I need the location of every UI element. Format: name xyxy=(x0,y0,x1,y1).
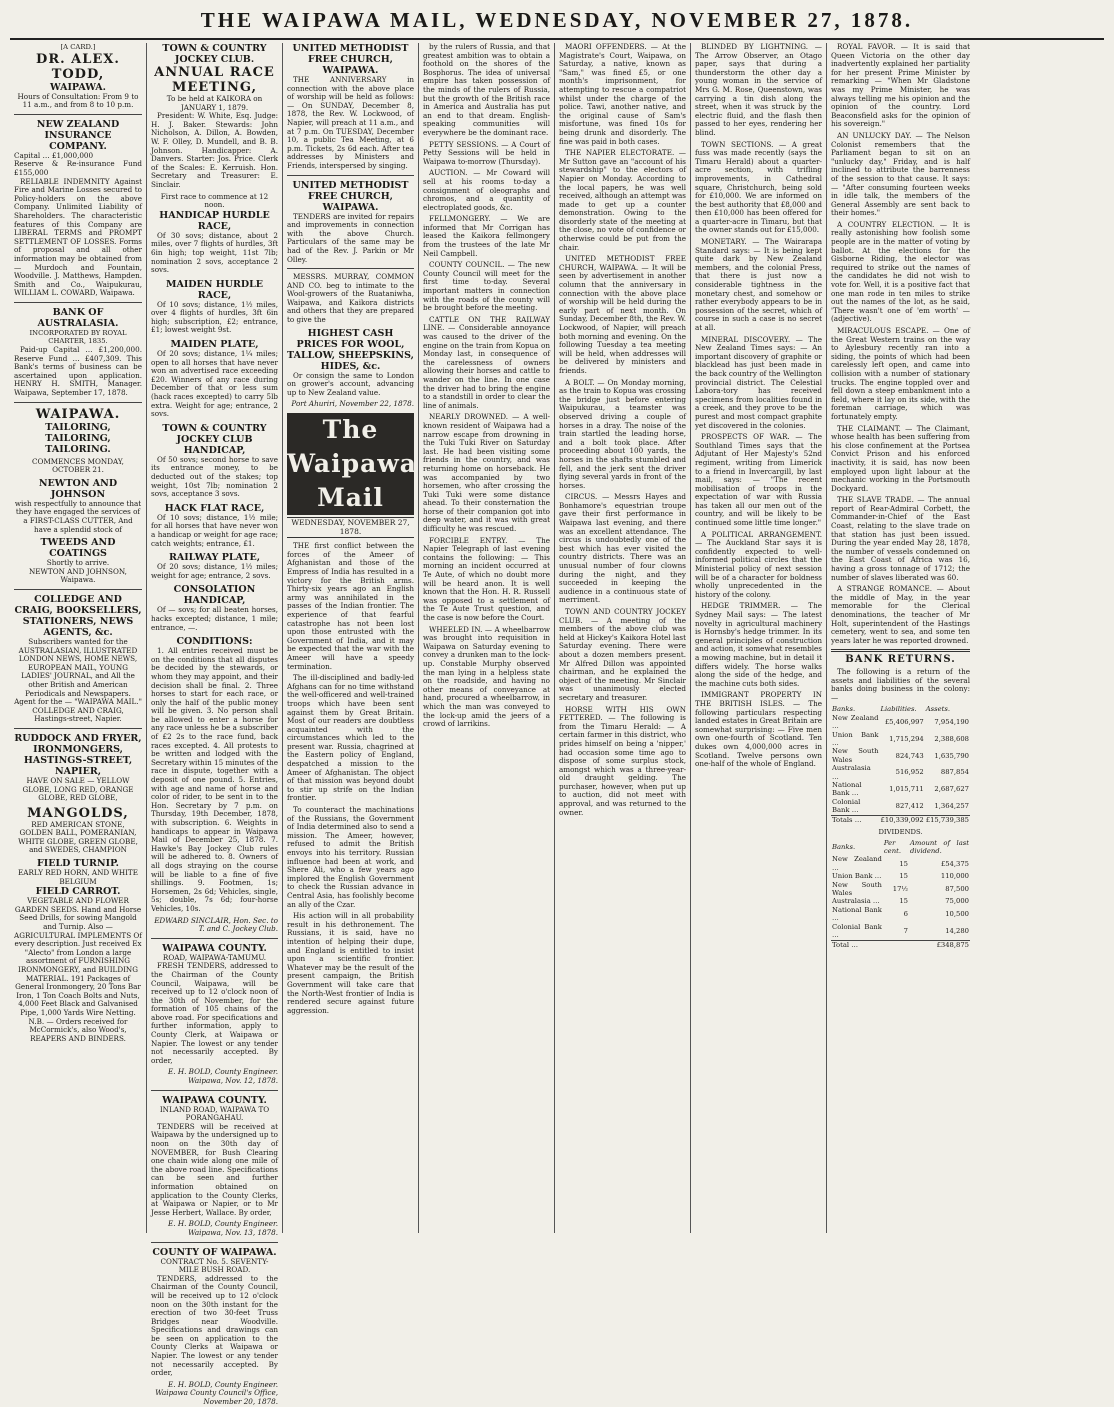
waipawa-heading: WAIPAWA. xyxy=(35,406,121,422)
editorial-para: The ill-disciplined and badly-led Afghans can for no time withstand the well-officered and well-trained troops which have been sent against them by Great Britain. Most of our readers are doubtless acquainted with the circumstances which led to the present war. Russia, chagrined at the Eastern policy of England, despatched a mission to the Ameer of Afghanistan. The object of that mission was beyond doubt to stir up strife on the Indian frontier. xyxy=(287,673,414,803)
news-para: FELLMONGERY. — We are informed that Mr Corrigan has leased the Kaikora fellmongery from the trustees of the late Mr Neil Campbell. xyxy=(423,214,550,258)
ruddock-title: RUDDOCK AND FRYER, IRONMONGERS, HASTINGS-STREET, NAPIER, xyxy=(14,732,142,777)
bank-name: New South Wales xyxy=(832,880,882,898)
assets: 1,635,790 xyxy=(934,751,969,760)
church-title: UNITED METHODIST FREE CHURCH, WAIPAWA. xyxy=(292,43,409,76)
bank-name: Colonial Bank … xyxy=(832,922,882,940)
bank-name: New South Wales xyxy=(832,747,879,764)
total-assets: £15,739,385 xyxy=(925,815,969,824)
divider xyxy=(831,649,970,652)
header-cell: Liabilities. xyxy=(880,705,917,714)
masthead: THE WAIPAWA MAIL, WEDNESDAY, NOVEMBER 27, 1878. xyxy=(10,6,1104,40)
card-tag: [A CARD.] xyxy=(60,43,96,51)
assets: 1,364,257 xyxy=(934,802,969,811)
header-cell: Banks. xyxy=(832,842,856,851)
ruddock-body: HAVE ON SALE — YELLOW GLOBE, LONG RED, ORANGE GLOBE, RED GLOBE, xyxy=(22,775,134,803)
per-cent: 15 xyxy=(899,872,908,881)
conditions-body: 1. All entries received must be on the conditions that all disputes be decided by the stewards, or whom they may appoint, and their decision shall be final. 2. Three horses to start for each race, or only the half of the public money will be given. 3. No person shall be allowed to enter a horse for any race unless he be a subscriber of £2 2s to the race fund, back races excepted. 4. All protests to be written and lodged with the Secretary within 15 minutes of the race in dispute, together with a deposit of one pound. 5. Entries, with age and name of horse and color of rider, to be sent in to the Hon. Secretary by 7 p.m. on Thursday, 19th December, 1878, with subscription. 6. Weights in handicaps to appear in Waipawa Mail of December 25, 1878. 7. Hawke's Bay Jockey Club rules will be adhered to. 8. Owners of all dogs straying on the course will be liable to a fine of five shillings. 9. Footmen, 1s; Horsemen, 2s 6d; Vehicles, single, 5s; double, 7s 6d; four-horse Vehicles, 10s. xyxy=(151,646,278,913)
newspaper-flag: The Waipawa Mail xyxy=(287,413,414,515)
race-item xyxy=(151,279,278,335)
news-para: AN UNLUCKY DAY. — The Nelson Colonist remembers that the Parliament began to sit on an "unlucky day," Friday, and is half inclined to attribute the barrenness of the session to that cause. It says: — "After consuming fourteen weeks in idle talk, the members of the General Assembly are sent back to their homes." xyxy=(831,130,970,218)
field-carrot: FIELD CARROT. xyxy=(35,886,121,898)
race-text: Of 10 sovs; distance, 1½ mile; for all horses that have never won a handicap or weight for age race; catch weights; entrance, £1. xyxy=(151,512,278,548)
table-row xyxy=(831,747,970,764)
table-row xyxy=(831,881,970,898)
bank-body: Paid-up Capital … £1,200,000. Reserve Fund … £407,309. This Bank's terms of business can be ascertained upon application. HENRY H. SMITH, Manager. Waipawa, September 17, 1878. xyxy=(14,345,142,398)
assets: 7,954,190 xyxy=(934,717,969,726)
table-row xyxy=(831,798,970,815)
race-name: CONSOLATION HANDICAP, xyxy=(173,584,256,607)
ruddock-body-2: RED AMERICAN STONE, GOLDEN BALL, POMERANIAN, WHITE GLOBE, GREEN GLOBE, and SWEDES, CHAMPION xyxy=(18,819,138,855)
table-row xyxy=(831,897,970,905)
todd-title: DR. ALEX. TODD, xyxy=(36,51,120,82)
divider xyxy=(287,175,414,176)
inland-body: TENDERS will be received at Waipawa by the undersigned up to noon on the 30th day of NOVEMBER, for Bush Clearing one chain wide along one mile of the above road line. Specifications can be seen and further information obtained on application to the County Clerks, at Waipawa or Napier, or to Mr Jesse Herbert, Wallace. By order, xyxy=(151,1121,278,1217)
column-7 xyxy=(826,43,974,1233)
column-5 xyxy=(554,43,690,1233)
news-para: A POLITICAL ARRANGEMENT. — The Auckland Star says it is confidently expected to well-informed political circles that the Ministerial policy of next session will be of a character for boldness wholly unprecedented in the history of the colony. xyxy=(695,529,822,599)
news-para: CIRCUS. — Messrs Hayes and Bonhamore's equestrian troupe gave their first performance in Waipawa last evening, and there was an excellent attendance. The circus is undoubtedly one of the best which has ever visited the country districts. There was an unusual number of four clowns during the night, and they succeeded in keeping the audience in a continuous state of merriment. xyxy=(559,492,686,605)
insurance-capital: Capital … £1,000,000 xyxy=(14,150,94,160)
dividend-amount: 75,000 xyxy=(945,897,969,906)
race-name: HACK FLAT RACE, xyxy=(164,502,265,514)
columns xyxy=(10,42,1104,1407)
news-para: THE CLAIMANT. — The Claimant, whose health has been suffering from his close confinement at the Portsea Convict Prison and his enforced inactivity, it is said, has now been employed upon light labour at the mechanic working in the Portsmouth Dockyard. xyxy=(831,423,970,493)
bank-name: Union Bank … xyxy=(832,872,882,881)
race-text: Of 10 sovs; distance, 1½ miles, over 4 flights of hurdles, 3ft 6in high; subscription, £2; entrance, £1; lowest weight 9st. xyxy=(151,299,278,335)
table-row xyxy=(831,872,970,880)
race-officers: President: W. White, Esq. Judge: H. J. Baker. Stewards: John Nicholson, A. Dillon, A. Bowden, W. F. Olley, D. Mundell, and B. B. Johnson. Handicapper: A. Danvers. Starter: Jos. Price. Clerk of the Scales: E. Kerruish. Hon. Secretary and Treasurer: E. Sinclair. xyxy=(151,111,278,189)
news-para: HEDGE TRIMMER. — The Sydney Mail says: — The latest novelty in agricultural machinery is Hornsby's hedge trimmer. In its general principles of construction and action, it somewhat resembles a mowing machine, but in detail it differs widely. The horse walks along the side of the hedge, and the machine cuts both sides. xyxy=(695,601,822,688)
assets: 2,687,627 xyxy=(934,785,969,794)
tailoring-2: TAILORING, xyxy=(45,432,111,444)
race-name: RAILWAY PLATE, xyxy=(168,552,261,564)
header-cell: Per cent. xyxy=(883,838,901,856)
race-text: Of 30 sovs; distance, about 2 miles, over 7 flights of hurdles, 3ft 6in high; top weight, 11st 7lb; nomination 2 sovs, acceptance 2 sovs. xyxy=(151,230,278,275)
table-row xyxy=(831,855,970,872)
total-dividend: £348,875 xyxy=(909,940,970,949)
column-2 xyxy=(146,43,282,1407)
bank-returns-intro: The following is a return of the assets and liabilities of the several banks doing business in the colony: — xyxy=(831,666,970,702)
news-para: CATTLE ON THE RAILWAY LINE. — Considerable annoyance was caused to the driver of the engine on the train from Kopua on Monday last, in consequence of the carelessness of owners allowing their horses and cattle to wander on the line. In one case the driver had to bring the engine to a standstill in order to clear the line of animals. xyxy=(423,314,550,410)
per-cent: 15 xyxy=(899,859,908,868)
todd-hours: Hours of Consultation: From 9 to 11 a.m., and from 8 to 10 p.m. xyxy=(17,91,139,110)
news-para: TOWN AND COUNTRY JOCKEY CLUB. — A meeting of the members of the above club was held at Hickey's Kaikora Hotel last Saturday evening. There were about a dozen members present. Mr Alfred Dillon was appointed chairman, and he explained the object of the meeting. Mr Sinclair was unanimously elected secretary and treasurer. xyxy=(559,607,686,702)
news-para: A BOLT. — On Monday morning, as the train to Kopua was crossing the bridge just before entering Waipukurau, a teamster was observed driving a couple of horses in a dray. The noise of the train startled the leading horse, and a bolt took place. After proceeding about 100 yards, the horses in the shafts stumbled and fell, and the jerk sent the driver flying several yards in front of the horses. xyxy=(559,377,686,490)
race-item xyxy=(151,210,278,275)
news-para: HORSE WITH HIS OWN FETTERED. — The following is from the Timaru Herald: — A certain farmer in this district, who prides himself on being a 'nipper,' had occasion some time ago to dispose of some surplus stock, amongst which was a three-year-old draught gelding. The purchaser, however, when put up to auction, did not meet with approval, and was returned to the owner. xyxy=(559,704,686,817)
race-name: HANDICAP HURDLE RACE, xyxy=(159,209,270,232)
news-para: WHEELED IN. — A wheelbarrow was brought into requisition in Waipawa on Saturday evening to convey a drunken man to the lock-up. Constable Murphy observed the man lying in a helpless state on the roadside, and having no other means of conveyance at hand, procured a wheelbarrow, in which the man was conveyed to the lock-up amid the jeers of a crowd of larrikins. xyxy=(423,624,550,729)
assets: 887,854 xyxy=(940,768,969,777)
header-cell: Amount of last dividend. xyxy=(910,838,969,856)
table-row xyxy=(831,781,970,798)
colledge-body: Subscribers wanted for the AUSTRALASIAN, ILLUSTRATED LONDON NEWS, HOME NEWS, EUROPEAN MAIL, YOUNG LADIES' JOURNAL, and All the other British and American Periodicals and Newspapers. Agent for the — "WAIPAWA MAIL." COLLEDGE AND CRAIG, Hastings-street, Napier. xyxy=(14,636,142,724)
news-para: TOWN SECTIONS. — A great fuss was made recently (says the Timaru Herald) about a quarter-acre section, with trifling improvements, in Cathedral square, Christchurch, being sold for £10,000. We are informed on the best authority that £8,000 and then £10,000 has been offered for a quarter-acre in Timaru, but that the owner stands out for £15,000. xyxy=(695,139,822,235)
tailoring-3: TAILORING. xyxy=(45,443,111,455)
dividend-amount: 110,000 xyxy=(940,872,969,881)
liabilities: 1,015,711 xyxy=(889,785,924,794)
news-para: COUNTY COUNCIL. — The new County Council will meet for the first time to-day. Several important matters in connection with the roads of the county will be brought before the meeting. xyxy=(423,260,550,313)
club-title: TOWN & COUNTRY JOCKEY CLUB. xyxy=(162,43,267,65)
total-label: Total … xyxy=(831,940,883,949)
bank-name: New Zealand … xyxy=(832,855,882,872)
insurance-title: NEW ZEALAND INSURANCE COMPANY. xyxy=(36,118,120,152)
column-3 xyxy=(282,43,418,1233)
editorial-para: To counteract the machinations of the Russians, the Government of India determined also to send a mission. The Ameer, however, refused to admit the British envoys into his territory. Russian influence had been at work, and Shere Ali, who a few years ago implored the English Government to check the Russian advance in Central Asia, has foolishly become an ally of the Czar. xyxy=(287,805,414,909)
news-para: A STRANGE ROMANCE. — About the middle of May, in the year memorable for the Clerical denominations, the teacher of Mr Holt, superintendent of the Hastings cemetery, went to sea, and some ten years later he was reported drowned. xyxy=(831,584,970,645)
inland-sig: E. H. BOLD, County Engineer. Waipawa, Nov. 13, 1878. xyxy=(168,1219,278,1237)
murray-sig: Port Ahuriri, November 22, 1878. xyxy=(291,399,414,409)
ruddock-body-3: VEGETABLE AND FLOWER GARDEN SEEDS. Hand and Horse Seed Drills, for sowing Mangold and Turnip. Also — AGRICULTURAL IMPLEMENTS Of every description. Just received Ex "Alecto" from London a large assortment of FURNISHING IRONMONGERY, and BUILDING MATERIAL. 191 Packages of General Ironmongery, 20 Tons Bar Iron, 1 Ton Coach Bolts and Nuts, 4,000 Feet Black and Galvanised Pipe, 1,000 Yards Wire Netting. N.B. — Orders received for McCormick's, also Wood's, REAPERS AND BINDERS. xyxy=(14,896,142,1043)
race-name: MAIDEN HURDLE RACE, xyxy=(165,278,264,301)
newton-body: wish respectfully to announce that they have engaged the services of a FIRST-CLASS CUTTER, And have a splendid stock of xyxy=(14,498,142,534)
table-row xyxy=(831,731,970,748)
murray-body: MESSRS. MURRAY, COMMON AND CO. beg to intimate to the Wool-growers of the Ruataniwha, Waipawa, and Kaikora districts and others that they are prepared to give the xyxy=(287,272,414,325)
liabilities: 824,743 xyxy=(895,751,924,760)
race-text: Of 20 sovs; distance, 1¼ miles; open to all horses that have never won an advertised race exceeding £20. Winners of any race during December of that or less sum (hack races excepted) to carry 5lb extra. Weight for age; entrance, 2 sovs. xyxy=(151,349,278,419)
bank-returns-title: BANK RETURNS. xyxy=(845,654,956,666)
news-para: PROSPECTS OF WAR. — The Southland Times says that the Adjutant of Her Majesty's 52nd regiment, writing from Limerick to a friend in Invercargill, by last mail, says: — "The recent mobilisation of troops in the expectation of war with Russia has taken all our men out of the country, and will be likely to be continued some little time longer." xyxy=(695,432,822,528)
divider xyxy=(14,302,142,303)
bank-returns-table xyxy=(831,705,970,824)
divider xyxy=(14,589,142,590)
road-title: ROAD, WAIPAWA-TAMUMU. xyxy=(162,952,267,962)
tailoring-1: TAILORING, xyxy=(45,421,111,433)
divider xyxy=(151,1090,278,1091)
race-text: Of 20 sovs; distance, 1½ miles; weight for age; entrance, 2 sovs. xyxy=(151,562,278,580)
table-row xyxy=(831,764,970,781)
divider xyxy=(14,728,142,729)
tweeds: TWEEDS AND COATINGS xyxy=(40,537,116,560)
divider xyxy=(14,402,142,403)
inland-title: INLAND ROAD, WAIPAWA TO PORANGAHAU. xyxy=(159,1104,270,1123)
news-para: AUCTION. — Mr Coward will sell at his rooms to-day a consignment of oleographs and chromos, and a quantity of electroplated goods, &c. xyxy=(423,168,550,212)
divider xyxy=(151,938,278,939)
table-header xyxy=(831,839,970,856)
table-header xyxy=(831,705,970,713)
total-per-cent xyxy=(883,940,909,949)
news-para: UNITED METHODIST FREE CHURCH, WAIPAWA. — It will be seen by advertisement in another column that the anniversary in connection with the above place of worship will be held during the early part of next month. On Sunday, December 8th, the Rev. W. Lockwood, of Napier, will preach both morning and evening. On the following Tuesday a tea meeting will be held, when addresses will be delivered by ministers and friends. xyxy=(559,254,686,375)
race-item xyxy=(151,503,278,548)
news-para: FORCIBLE ENTRY. — The Napier Telegraph of last evening contains the following: — This morning an incident occurred at Te Aute, of which no doubt more will be heard anon. It is well known that the Hon. H. R. Russell was opposed to a settlement of the Te Aute Trust question, and the case is now before the Court. xyxy=(423,535,550,622)
news-para: by the rulers of Russia, and that greatest ambition was to obtain a foothold on the shores of the Bosphorus. The idea of universal empire has taken possession of the minds of the rulers of Russia, but the growth of the British race in America and Australia has put an end to that dream. English-speaking communities will everywhere be the dominant race. xyxy=(423,42,550,137)
dividends-table xyxy=(831,839,970,949)
conditions-title: CONDITIONS: xyxy=(176,636,253,648)
dividend-amount: 87,500 xyxy=(945,884,969,893)
table-total-row xyxy=(831,815,970,824)
liabilities: 1,715,294 xyxy=(889,734,924,743)
road-sig: E. H. BOLD, County Engineer. Waipawa, Nov. 12, 1878. xyxy=(168,1067,278,1086)
church2-body: TENDERS are invited for repairs and improvements in connection with the above Church. Particulars of the same may be had of the Rev. J. Parkin or Mr Olley. xyxy=(287,211,414,264)
race-title: ANNUAL RACE MEETING, xyxy=(154,65,275,95)
church2-title: UNITED METHODIST FREE CHURCH, WAIPAWA. xyxy=(292,179,409,213)
table-total-row xyxy=(831,940,970,949)
divider xyxy=(14,114,142,115)
bank-name: Australasia … xyxy=(832,764,871,781)
column-1 xyxy=(10,43,146,1233)
per-cent: 7 xyxy=(903,926,908,935)
news-para: MINERAL DISCOVERY. — The New Zealand Times says: — An important discovery of graphite or blacklead has just been made in the back country of the Wellington provincial district. The Celestial Labora-tory has received specimens from localities found in a creek, and they prove to be the purest and most compact graphite yet discovered in the colonies. xyxy=(695,334,822,430)
contract-title: CONTRACT No. 5. SEVENTY-MILE BUSH ROAD. xyxy=(160,1256,269,1275)
race-item xyxy=(151,339,278,419)
race-text: Of 50 sovs; second horse to save its entrance money, to be deducted out of the stakes; top weight, 10st 7lb; nomination 2 sovs, acceptance 3 sovs. xyxy=(151,454,278,499)
race-text: Of — sovs; for all beaten horses, hacks excepted; distance, 1 mile; entrance, —. xyxy=(151,605,278,632)
total-liabilities: £10,339,092 xyxy=(880,815,924,824)
murray-body-2: Or consign the same to London on grower's account, advancing up to New Zealand value. xyxy=(287,370,414,397)
race-item xyxy=(151,552,278,580)
liabilities: 516,952 xyxy=(895,768,924,777)
news-para: NEARLY DROWNED. — A well-known resident of Waipawa had a narrow escape from drowning in the Tuki Tuki River on Saturday last. He had been visiting some friends in the country, and was returning home on horseback. He was accompanied by two horsemen, who after crossing the Tuki Tuki were some distance ahead. To their consternation the horse of their companion got into deep water, and it was with great difficulty he was rescued. xyxy=(423,412,550,534)
conditions-sig: EDWARD SINCLAIR, Hon. Sec. to T. and C. Jockey Club. xyxy=(154,915,278,934)
news-para: PETTY SESSIONS. — A Court of Petty Sessions will be held in Waipawa to-morrow (Thursday). xyxy=(423,139,550,166)
bank-title: BANK OF AUSTRALASIA. xyxy=(37,306,119,329)
insurance-body: RELIABLE INDEMNITY Against Fire and Marine Losses secured to Policy-holders on the above Company. Unlimited Liability of Shareholders. The characteristic features of this Company are LIBERAL TERMS and PROMPT SETTLEMENT OF LOSSES. Forms of proposal and all other information may be obtained from — Murdoch and Fountain, Woodville. J. Matthews, Hampden. Smith and Co., Waipukurau, WILLIAM L. COWARD, Waipawa. xyxy=(14,176,142,298)
county2-title: WAIPAWA COUNTY. xyxy=(162,1094,267,1106)
race-item xyxy=(151,584,278,632)
liabilities: 827,412 xyxy=(895,802,924,811)
table-row xyxy=(831,714,970,731)
news-para: A COUNTRY ELECTION. — It is really astonishing how foolish some people are in the matter of voting by ballot. At the elections for the Gisborne Riding, the elector was required to strike out the names of the candidates he did not wish to vote for. Well, it is a positive fact that one man rode in ten miles to strike out the names of the lot, as he said, 'There wasn't one of 'em worth' — (adjective). xyxy=(831,219,970,324)
todd-place: WAIPAWA. xyxy=(50,81,106,93)
column-4 xyxy=(418,43,554,1233)
bank-name: Colonial Bank … xyxy=(832,797,861,815)
commences: COMMENCES MONDAY, OCTOBER 21. xyxy=(32,456,124,475)
early-red: EARLY RED HORN, AND WHITE BELGIUM xyxy=(18,868,138,886)
per-cent: 17½ xyxy=(892,884,908,893)
insurance-reserve: Reserve & Re-insurance Fund £155,000 xyxy=(14,159,142,177)
county3-title: COUNTY OF WAIPAWA. xyxy=(152,1246,277,1258)
editorial-para: His action will in all probability result in his dethronement. The Russians, it is said, have no intention of helping their dupe, and England is entitled to insist upon a scientific frontier. Whatever may be the result of the present campaign, the British Government will take care that the North-West frontier of India is rendered secure against future aggression. xyxy=(287,911,414,1015)
bank-name: Australasia … xyxy=(832,897,880,906)
first-race: First race to commence at 12 noon. xyxy=(160,191,269,210)
per-cent: 6 xyxy=(903,910,908,919)
table-row xyxy=(831,906,970,923)
race-name: TOWN & COUNTRY JOCKEY CLUB HANDICAP, xyxy=(162,422,267,456)
news-para: IMMIGRANT PROPERTY IN THE BRITISH ISLES. — The following particulars respecting landed estates in Great Britain are somewhat surprising: — Five men own one-fourth of Scotland. Ten dukes own 4,000,000 acres in Scotland. Twelve persons own one-half of the whole of England. xyxy=(695,690,822,769)
church-body: THE ANNIVERSARY in connection with the above place of worship will be held as follows: — On SUNDAY, December 8, 1878, the Rev. W. Lockwood, of Napier, will preach at 11 a.m., and at 7 p.m. On TUESDAY, December 10, a public Tea Meeting, at 6 p.m. Tickets, 2s 6d each. After tea addresses by Ministers and Friends, interspersed by singing. xyxy=(287,75,414,170)
dividends-title: DIVIDENDS. xyxy=(878,828,923,837)
column-6 xyxy=(690,43,826,1233)
news-para: BLINDED BY LIGHTNING. — The Arrow Observer, an Otago paper, says that during a thunderstorm the other day a young woman in the service of Mrs G. M. Rose, Queenstown, was carrying a tin dish along the street, when it was struck by the electric fluid, and the flash then passed to her eyes, rendering her blind. xyxy=(695,42,822,137)
contract-sig: E. H. BOLD, County Engineer. Waipawa County Council's Office, November 20, 1878. xyxy=(155,1379,278,1407)
bank-name: National Bank … xyxy=(832,905,882,923)
bank-name: National Bank … xyxy=(832,781,862,798)
contract-body: TENDERS, addressed to the Chairman of the County Council, will be received up to 12 o'clock noon on the 30th instant for the erection of two 30-feet Truss Bridges near Woodville. Specifications and drawings can be seen on application to the County Clerks at Waipawa or Napier. The lowest or any tender not necessarily accepted. By order, xyxy=(151,1273,278,1378)
newton-title: NEWTON AND JOHNSON xyxy=(38,477,118,500)
news-para: MONETARY. — The Wairarapa Standard says: — It is being kept quite dark by New Zealand members, and the colonial Press, that there is just now a considerable tightness in the monetary chest, and somehow or rather everybody appears to be in possession of the secret, which of course in such a case is no secret at all. xyxy=(695,237,822,332)
per-cent: 15 xyxy=(899,897,908,906)
divider xyxy=(287,268,414,269)
bank-sub: INCORPORATED BY ROYAL CHARTER, 1835. xyxy=(29,328,127,346)
dividend-amount: 10,500 xyxy=(945,910,969,919)
news-para: ROYAL FAVOR. — It is said that Queen Victoria on the other day inadvertently explained her partiality for her present Prime Minister by remarking — "When Mr Gladstone was my Prime Minister, he was always telling me his opinion and the opinion of the country. Lord Beaconsfield asks for the opinion of his sovereign." xyxy=(831,42,970,129)
bank-name: Union Bank … xyxy=(832,730,879,747)
header-cell: Banks. xyxy=(832,705,856,714)
bank-name: New Zealand … xyxy=(832,713,879,731)
mangolds: MANGOLDS, xyxy=(27,805,129,821)
liabilities: £5,406,997 xyxy=(884,717,924,726)
assets: 2,388,608 xyxy=(934,734,969,743)
murray-highest: HIGHEST CASH PRICES FOR WOOL, TALLOW, SHEEPSKINS, HIDES, &c. xyxy=(287,327,414,372)
news-para: THE NAPIER ELECTORATE. — Mr Sutton gave an "account of his stewardship" to the electors of Napier on Monday. According to the local papers, he was well received, although an attempt was made to get up a counter demonstration. Owing to the disorderly state of the meeting at the close, no vote of confidence or otherwise could be put from the chair. xyxy=(559,148,686,252)
race-name: MAIDEN PLATE, xyxy=(170,339,259,351)
news-para: MAORI OFFENDERS. — At the Magistrate's Court, Waipawa, on Saturday, a native, known as "Sam," was fined £5, or one month's imprisonment, for attempting to rescue a compatriot whilst under the charge of the police. Tawi, another native, and the original cause of Sam's misfortune, was fined 10s for being drunk and disorderly. The fine was paid in both cases. xyxy=(559,42,686,146)
news-para: MIRACULOUS ESCAPE. — One of the Great Western trains on the way to Aylesbury recently ran into a siding, the points of which had been carelessly left open, and came into collision with a number of stationary trucks. The engine toppled over and fell down a steep embankment into a field, where it lay on its side, with the foreman carriage, which was fortunately empty. xyxy=(831,326,970,421)
race-intro: To be held at KAIKORA on JANUARY 1, 1879. xyxy=(166,94,263,112)
colledge-title: COLLEDGE AND CRAIG, BOOKSELLERS, STATIONERS, NEWS AGENTS, &c. xyxy=(14,593,142,638)
dateline: WEDNESDAY, NOVEMBER 27, 1878. xyxy=(287,517,414,538)
shortly: Shortly to arrive. xyxy=(46,558,110,568)
dividend-amount: 14,280 xyxy=(945,926,969,935)
divider xyxy=(151,1242,278,1243)
county-title: WAIPAWA COUNTY. xyxy=(162,942,267,954)
table-row xyxy=(831,923,970,940)
dividend-amount: £54,375 xyxy=(940,859,969,868)
total-label: Totals … xyxy=(831,815,880,824)
field-turnip: FIELD TURNIP. xyxy=(37,858,119,870)
newton-sig: NEWTON AND JOHNSON, Waipawa. xyxy=(29,566,127,585)
editorial-para: THE first conflict between the forces of the Ameer of Afghanistan and those of the Empress of India has resulted in a victory for the British arms. Thirty-six years ago an English army was annihilated in the passes of the Indian frontier. The experience of that fearful catastrophe has not been lost upon those entrusted with the Government of India, and it may be expected that the war with the Ameer will have a speedy termination. xyxy=(287,541,414,671)
news-para: THE SLAVE TRADE. — The annual report of Rear-Admiral Corbett, the Commander-in-Chief of the East Coast, relating to the slave trade on that station has just been issued. During the year ended May 28, 1878, the number of vessels condemned on the East Coast of Africa was 16, having a gross tonnage of 1712; the number of slaves liberated was 60. xyxy=(831,495,970,582)
race-item xyxy=(151,423,278,499)
road-body: FRESH TENDERS, addressed to the Chairman of the County Council, Waipawa, will be received up to 12 o'clock noon of the 30th of November, for the formation of 105 chains of the above road. For specifications and further information, apply to County Clerk, at Waipawa or Napier. The lowest or any tender not necessarily accepted. By order, xyxy=(151,961,278,1065)
header-cell: Assets. xyxy=(925,705,951,714)
